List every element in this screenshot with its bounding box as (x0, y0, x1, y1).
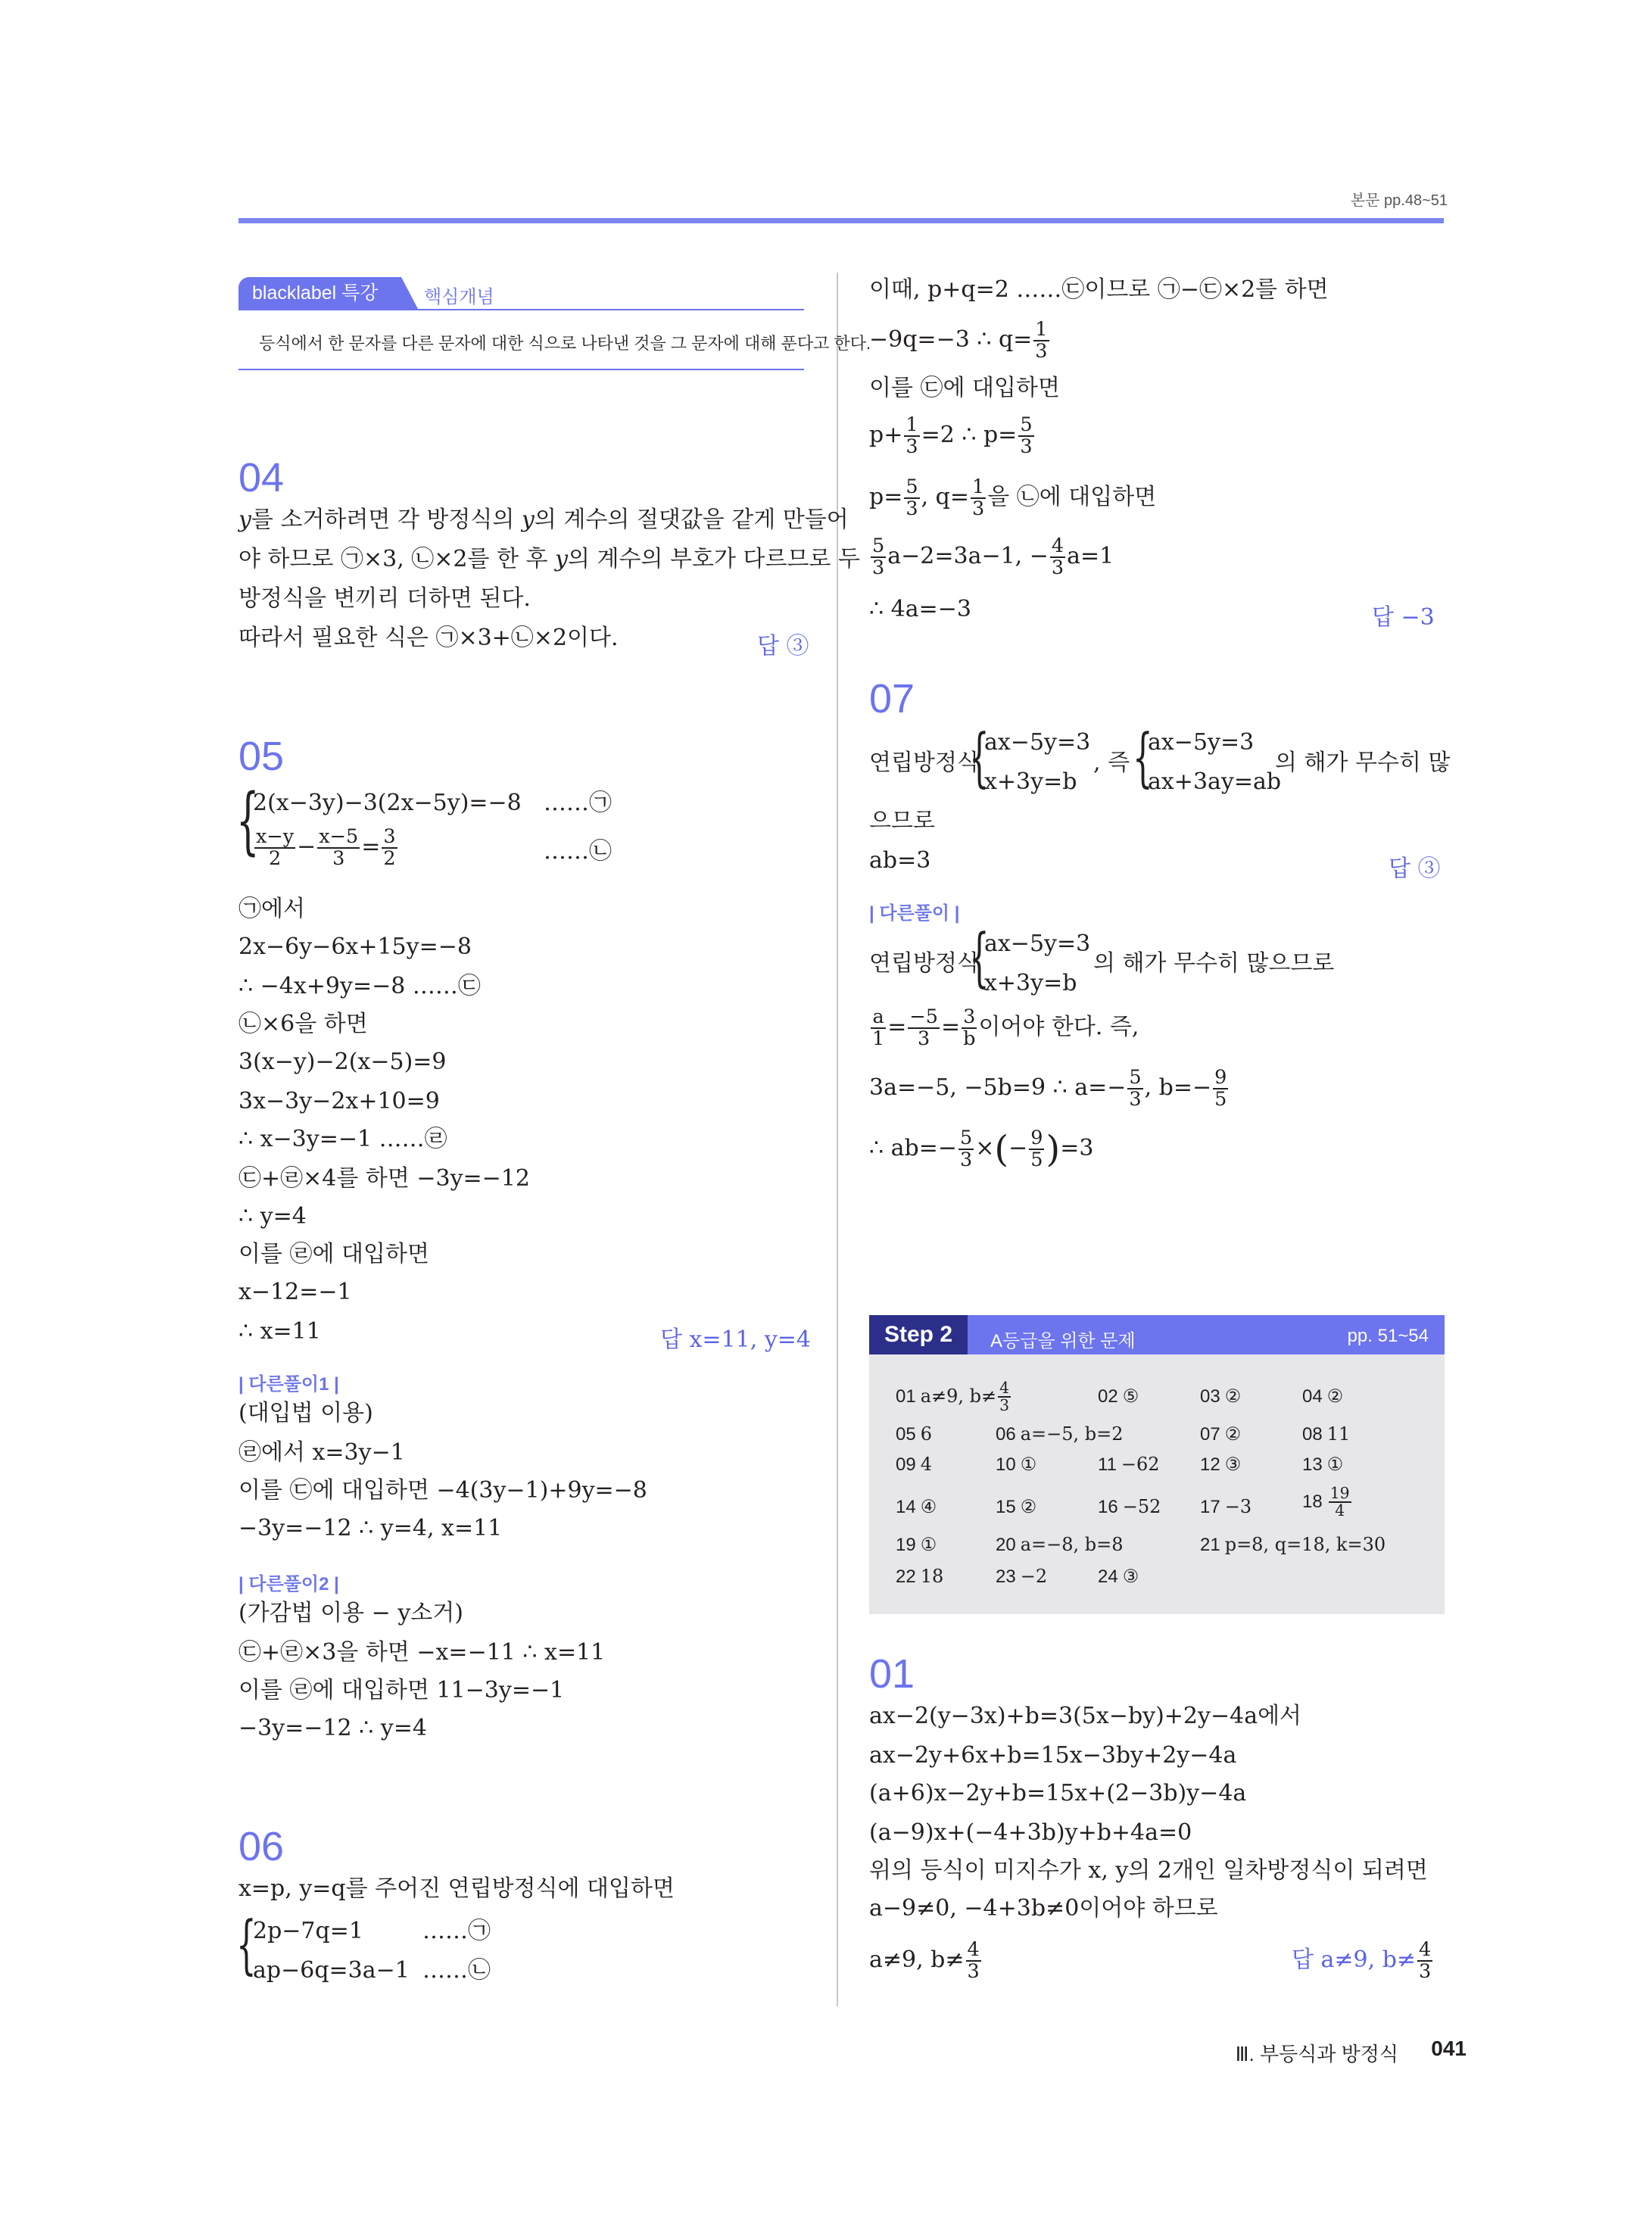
answer-cell: 11 −62 (1098, 1454, 1160, 1475)
p07-line-1-b: , 즉 (1093, 750, 1130, 776)
p05-step: 이를 ㉣에 대입하면 (238, 1241, 429, 1267)
p05-alt1-line: 이를 ㉢에 대입하면 −4(3y−1)+9y=−8 (238, 1477, 647, 1504)
p06-cont-line-4: p+ $\frac{1}{3}$ =2 ∴ p= $\frac{5}{3}$ (869, 413, 1033, 458)
p05-system-eq1-tag: ……㉠ (544, 790, 612, 816)
blacklabel-tab: blacklabel 특강 (238, 277, 401, 309)
p01-answer: 답 a≠9, b≠ $\frac{4}{3}$ (1292, 1938, 1432, 1983)
concept-description: 등식에서 한 문자를 다른 문자에 대한 식으로 나타낸 것을 그 문자에 대해 푼다고 한다. (259, 334, 871, 353)
answer-cell: 24 ③ (1098, 1566, 1139, 1587)
p06-answer: 답 −3 (1372, 604, 1435, 631)
p05-alt1-line: −3y=−12 ∴ y=4, x=11 (238, 1515, 503, 1541)
concept-rule-bottom (238, 369, 804, 370)
p05-step: x−12=−1 (238, 1279, 352, 1305)
p05-step: ∴ −4x+9y=−8 ……㉢ (238, 973, 481, 999)
p05-answer: 답 x=11, y=4 (660, 1326, 811, 1353)
p07-sys2-eq2: ax+3ay=ab (1148, 768, 1282, 795)
p05-alt1-line: ㉣에서 x=3y−1 (238, 1439, 405, 1466)
p06-cont-line-6: $\frac{5}{3}$ a−2=3a−1, − $\frac{4}{3}$ a=1 (872, 535, 1114, 579)
p06-system-eq2-tag: ……㉡ (422, 1957, 491, 1984)
p05-step: ∴ x=11 (238, 1318, 321, 1345)
answer-cell: 16 −52 (1098, 1496, 1161, 1517)
p07-line-1-c: 의 해가 무수히 많 (1275, 750, 1451, 776)
p01-line: ax−2(y−3x)+b=3(5x−by)+2y−4a에서 (869, 1703, 1302, 1729)
p01-line: (a−9)x+(−4+3b)y+b+4a=0 (869, 1819, 1192, 1846)
p05-alt2-line: (가감법 이용 − y소거) (238, 1600, 463, 1626)
p07-alt-label: | 다른풀이 | (869, 903, 960, 924)
p05-step: ∴ x−3y=−1 ……㉣ (238, 1126, 447, 1152)
p05-system-eq2-tag: ……㉡ (544, 838, 612, 865)
answer-cell: 18 $\frac{19}{4}$ (1302, 1484, 1350, 1520)
p06-system-eq1: 2p−7q=1 (253, 1918, 363, 1944)
p05-system-eq2: $\frac{x-y}{2}$ − $\frac{x-5}{3}$ = $\frac{3}{2}$ (256, 825, 396, 870)
p06-system-brace: { (236, 1907, 257, 1981)
answer-cell: 20 a=−8, b=8 (996, 1534, 1124, 1555)
p07-sys3-eq1: ax−5y=3 (984, 930, 1091, 957)
p05-step: ㉢+㉣×4를 하면 −3y=−12 (238, 1165, 530, 1192)
p04-line-1: y를 소거하려면 각 방정식의 y의 계수의 절댓값을 같게 만들어 (238, 507, 849, 533)
p07-line-2: 으므로 (869, 808, 935, 834)
p05-step: 2x−6y−6x+15y=−8 (238, 934, 472, 960)
footer-page-number: 041 (1431, 2037, 1467, 2060)
p07-brace-2: { (1133, 720, 1153, 794)
problem-number-04: 04 (238, 455, 285, 500)
p07-alt-line-1-b: 의 해가 무수히 많으므로 (1093, 950, 1335, 977)
concept-rule-top (238, 309, 804, 310)
p06-line-1: x=p, y=q를 주어진 연립방정식에 대입하면 (238, 1875, 675, 1902)
p07-answer: 답 ③ (1389, 856, 1441, 882)
p01-line: 위의 등식이 미지수가 x, y의 2개인 일차방정식이 되려면 (869, 1857, 1428, 1884)
p07-alt-line-2: $\frac{a}{1}$ = $\frac{-5}{3}$ = $\frac{3}{b}$ 이어야 한다. 즉, (872, 1005, 1139, 1050)
answer-cell: 02 ⑤ (1098, 1386, 1139, 1407)
concept-subtitle: 핵심개념 (424, 287, 494, 307)
p01-line: a−9≠0, −4+3b≠0이어야 하므로 (869, 1895, 1218, 1922)
p07-alt-line-4: ∴ ab=− $\frac{5}{3}$ ×(− $\frac{9}{5}$ )=3 (869, 1127, 1094, 1171)
p05-system-brace: { (236, 778, 260, 863)
answer-cell: 05 6 (896, 1423, 932, 1445)
p04-answer: 답 ③ (757, 633, 809, 659)
p06-cont-line-5: p= $\frac{5}{3}$ , q= $\frac{1}{3}$ 을 ㉡에 대입하면 (869, 475, 1157, 520)
answer-cell: 22 18 (896, 1566, 944, 1587)
p07-line-3: ab=3 (869, 847, 931, 874)
footer-chapter: Ⅲ. 부등식과 방정식 (1235, 2043, 1398, 2065)
answer-cell: 04 ② (1302, 1386, 1344, 1407)
answer-cell: 17 −3 (1200, 1496, 1252, 1517)
answer-cell: 13 ① (1302, 1454, 1344, 1475)
answer-cell: 03 ② (1200, 1386, 1242, 1407)
top-rule (238, 218, 1444, 223)
answer-cell: 09 4 (896, 1454, 932, 1475)
answer-cell: 01 a≠9, b≠ $\frac{4}{3}$ (896, 1379, 1010, 1415)
problem-number-06: 06 (238, 1824, 285, 1869)
p05-system-eq1: 2(x−3y)−3(2x−5y)=−8 (253, 790, 522, 816)
answer-cell: 12 ③ (1200, 1454, 1242, 1475)
answer-cell: 23 −2 (996, 1566, 1048, 1587)
p06-system-eq2: ap−6q=3a−1 (253, 1957, 410, 1984)
p07-sys2-eq1: ax−5y=3 (1148, 729, 1255, 756)
answer-cell: 14 ④ (896, 1496, 937, 1517)
p07-sys1-eq1: ax−5y=3 (984, 729, 1091, 756)
p07-alt-line-3: 3a=−5, −5b=9 ∴ a=− $\frac{5}{3}$ , b=− $\frac{9}{5}$ (869, 1066, 1227, 1111)
answer-cell: 07 ② (1200, 1423, 1242, 1445)
p05-alt2-line: −3y=−12 ∴ y=4 (238, 1715, 427, 1741)
p04-line-2: 야 하므로 ㉠×3, ㉡×2를 한 후 y의 계수의 부호가 다르므로 두 (238, 546, 860, 572)
page-reference: 본문 pp.48~51 (1350, 192, 1448, 209)
p01-line: (a+6)x−2y+b=15x+(2−3b)y−4a (869, 1780, 1247, 1806)
p07-alt-line-1-a: 연립방정식 (869, 950, 979, 977)
p04-line-3: 방정식을 변끼리 더하면 된다. (238, 585, 531, 612)
p07-sys3-eq2: x+3y=b (984, 970, 1077, 996)
p05-step: ㉠에서 (238, 896, 305, 922)
p05-step: ∴ y=4 (238, 1203, 307, 1230)
p05-alt1-line: (대입법 이용) (238, 1400, 373, 1426)
problem-number-07: 07 (869, 676, 915, 722)
p06-cont-line-1: 이때, p+q=2 ……㉢이므로 ㉠−㉢×2를 하면 (869, 276, 1329, 303)
p06-system-eq1-tag: ……㉠ (422, 1918, 491, 1944)
p05-alt1-label: | 다른풀이1 | (238, 1374, 339, 1395)
p05-step: ㉡×6을 하면 (238, 1011, 368, 1037)
p01-line: ax−2y+6x+b=15x−3by+2y−4a (869, 1742, 1237, 1769)
p07-sys1-eq2: x+3y=b (984, 768, 1077, 795)
p05-alt2-label: | 다른풀이2 | (238, 1574, 339, 1594)
answer-cell: 15 ② (996, 1496, 1037, 1517)
p05-step: 3(x−y)−2(x−5)=9 (238, 1049, 447, 1075)
p01-line-last: a≠9, b≠ $\frac{4}{3}$ (869, 1938, 980, 1983)
answer-cell: 21 p=8, q=18, k=30 (1200, 1534, 1386, 1555)
answer-cell: 19 ① (896, 1534, 937, 1555)
step2-label: Step 2 (869, 1315, 968, 1354)
p06-cont-line-2: −9q=−3 ∴ q= $\frac{1}{3}$ (869, 318, 1048, 363)
p07-brace-1: { (969, 720, 990, 794)
p06-cont-line-7: ∴ 4a=−3 (869, 596, 971, 622)
step2-pages: pp. 51~54 (1347, 1326, 1429, 1346)
p07-brace-3: { (969, 920, 990, 994)
step2-title: A등급을 위한 문제 (990, 1331, 1136, 1351)
p05-alt2-line: 이를 ㉣에 대입하면 11−3y=−1 (238, 1677, 565, 1704)
problem-number-05: 05 (238, 734, 285, 779)
p05-alt2-line: ㉢+㉣×3을 하면 −x=−11 ∴ x=11 (238, 1639, 606, 1666)
answer-cell: 08 11 (1302, 1423, 1351, 1445)
p05-step: 3x−3y−2x+10=9 (238, 1088, 440, 1114)
problem-number-01: 01 (869, 1651, 915, 1697)
p07-line-1-a: 연립방정식 (869, 750, 979, 776)
p04-line-4: 따라서 필요한 식은 ㉠×3+㉡×2이다. (238, 625, 619, 651)
p06-cont-line-3: 이를 ㉢에 대입하면 (869, 375, 1060, 401)
answer-cell: 06 a=−5, b=2 (996, 1423, 1124, 1445)
answer-cell: 10 ① (996, 1454, 1037, 1475)
